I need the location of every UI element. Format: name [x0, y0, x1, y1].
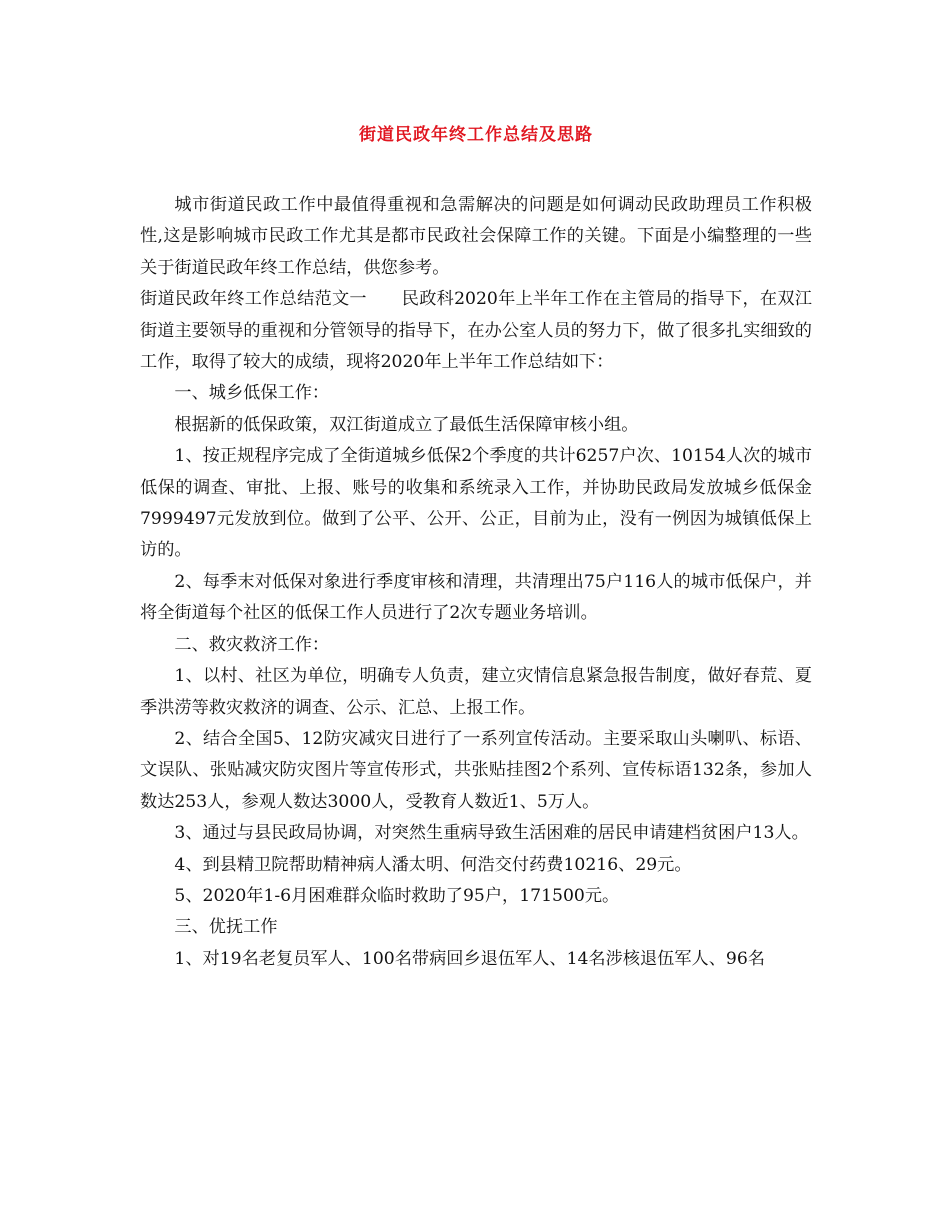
document-title: 街道民政年终工作总结及思路 [359, 125, 593, 145]
paragraph-relief-item-2: 2、结合全国5、12防灾减灾日进行了一系列宣传活动。主要采取山头喇叭、标语、文误队、张贴减灾防灾图片等宣传形式，共张贴挂图2个系列、宣传标语132条，参加人数达253人，参观人数达3000人，受教育人数近1、5万人。 [140, 728, 812, 812]
heading-preferential-care: 三、优抚工作 [174, 917, 278, 938]
heading-urban-rural-subsistence: 一、城乡低保工作： [174, 383, 330, 404]
heading-disaster-relief: 二、救灾救济工作： [174, 634, 330, 655]
paragraph-subsistence-item-1: 1、按正规程序完成了全街道城乡低保2个季度的共计6257户次、10154人次的城市低保的调查、审批、上报、账号的收集和系统录入工作，并协助民政局发放城乡低保金7999497元发放到位。做到了公平、公开、公正，目前为止，没有一例因为城镇低保上访的。 [140, 446, 812, 561]
paragraph-care-item-1: 1、对19名老复员军人、100名带病回乡退伍军人、14名涉核退伍军人、96名 [174, 948, 765, 969]
paragraph-relief-item-4: 4、到县精卫院帮助精神病人潘太明、何浩交付药费10216、29元。 [174, 854, 692, 875]
paragraph-relief-item-3: 3、通过与县民政局协调，对突然生重病导致生活困难的居民申请建档贫困户13人。 [174, 823, 809, 844]
paragraph-relief-item-1: 1、以村、社区为单位，明确专人负责，建立灾情信息紧急报告制度，做好春荒、夏季洪涝等救灾救济的调查、公示、汇总、上报工作。 [140, 666, 812, 718]
paragraph-relief-item-5: 5、2020年1-6月困难群众临时救助了95户，171500元。 [174, 885, 620, 906]
paragraph-subsistence-item-2: 2、每季末对低保对象进行季度审核和清理，共清理出75户116人的城市低保户，并将全街道每个社区的低保工作人员进行了2次专题业务培训。 [140, 571, 812, 624]
paragraph-review-group: 根据新的低保政策，双江街道成立了最低生活保障审核小组。 [174, 414, 639, 435]
paragraph-intro: 城市街道民政工作中最值得重视和急需解决的问题是如何调动民政助理员工作积极性,这是影响城市民政工作尤其是都市民政社会保障工作的关键。下面是小编整理的一些关于街道民政年终工作总结，供您参考。 [140, 195, 812, 278]
paragraph-sample-one: 街道民政年终工作总结范文一 民政科2020年上半年工作在主管局的指导下，在双江街道主要领导的重视和分管领导的指导下，在办公室人员的努力下，做了很多扎实细致的工作，取得了较大的成绩，现将2020年上半年工作总结如下： [140, 289, 812, 373]
document-body [140, 190, 812, 975]
